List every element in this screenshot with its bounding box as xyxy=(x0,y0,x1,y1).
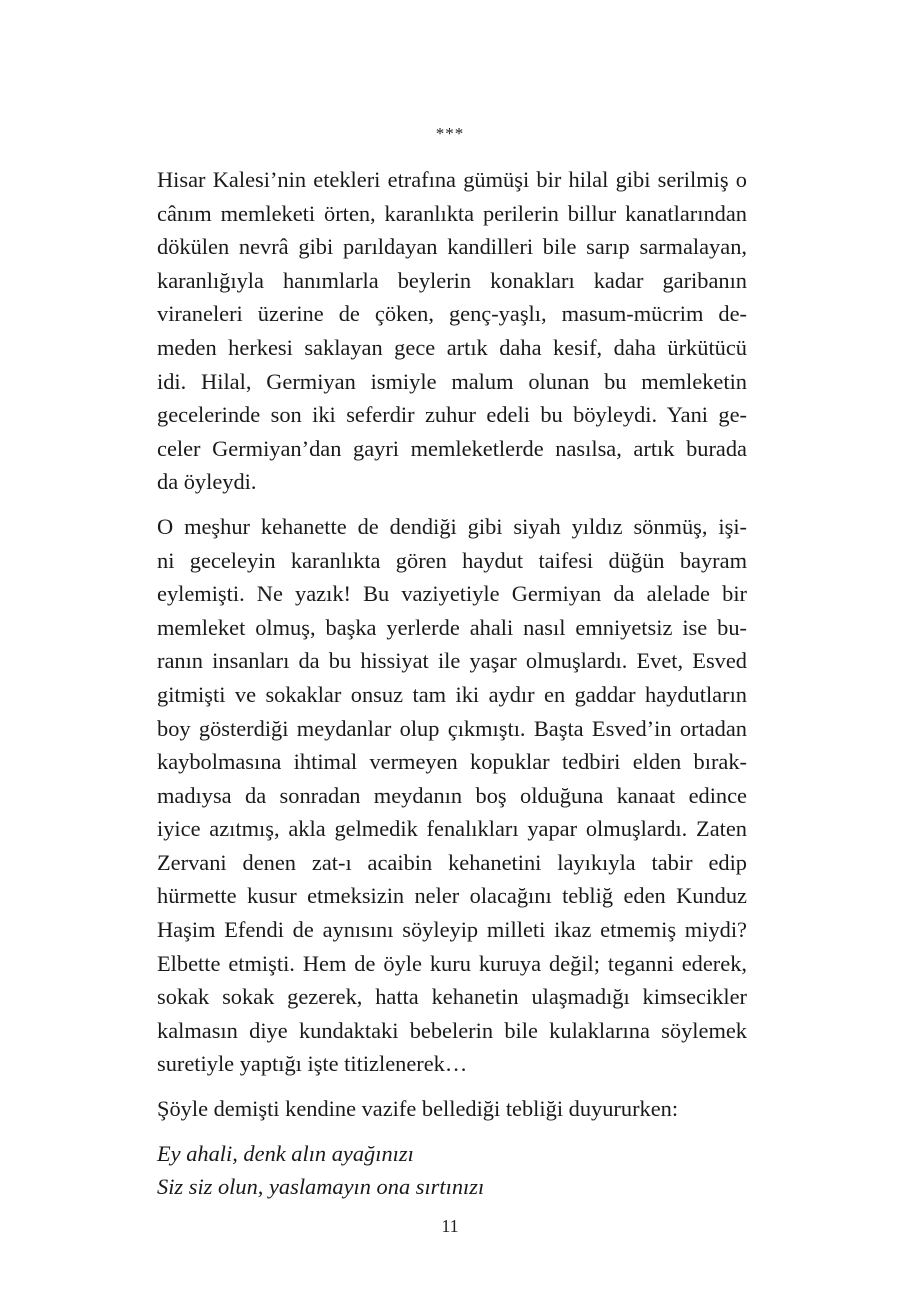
text-line: O meşhur kehanette de dendiği gibi siyah yıldız sönmüş, işi- xyxy=(157,513,747,539)
text-line: Şöyle demişti kendine vazife bellediği tebliği duyururken: xyxy=(157,1096,679,1122)
text-line: hürmette kusur etmeksizin neler olacağını tebliğ eden Kunduz xyxy=(157,883,747,909)
text-line: iyice azıtmış, akla gelmedik fenalıkları yapar olmuşlardı. Zaten xyxy=(157,816,747,842)
verse-block xyxy=(157,1137,747,1204)
text-line: Zervani denen zat-ı acaibin kehanetini layıkıyla tabir edip xyxy=(157,849,747,875)
text-line: viraneleri üzerine de çöken, genç-yaşlı, masum-mücrim de- xyxy=(157,301,747,327)
page-number: 11 xyxy=(441,1216,459,1236)
verse-line: Siz siz olun, yaslamayın ona sırtınızı xyxy=(157,1174,485,1200)
text-line: karanlığıyla hanımlarla beylerin konakları kadar garibanın xyxy=(157,267,747,293)
verse-line: Ey ahali, denk alın ayağınızı xyxy=(157,1140,414,1166)
text-line: ranın insanları da bu hissiyat ile yaşar olmuşlardı. Evet, Esved xyxy=(157,648,747,674)
text-line: sokak sokak gezerek, hatta kehanetin ulaşmadığı kimsecikler xyxy=(157,984,747,1010)
body-text xyxy=(157,163,747,1204)
paragraph xyxy=(157,163,747,499)
text-line: ni geceleyin karanlıkta gören haydut taifesi düğün bayram xyxy=(157,547,747,573)
text-line: idi. Hilal, Germiyan ismiyle malum olunan bu memleketin xyxy=(157,368,747,394)
text-line: gitmişti ve sokaklar onsuz tam iki aydır en gaddar haydutların xyxy=(157,681,747,707)
text-line: memleket olmuş, başka yerlerde ahali nasıl emniyetsiz ise bu- xyxy=(157,614,747,640)
paragraph xyxy=(157,1092,747,1126)
text-line: madıysa da sonradan meydanın boş olduğuna kanaat edince xyxy=(157,782,747,808)
text-line: Hisar Kalesi’nin etekleri etrafına gümüşi bir hilal gibi serilmiş o xyxy=(157,167,747,192)
text-line: cânım memleketi örten, karanlıkta perilerin billur kanatlarından xyxy=(157,200,747,226)
paragraph xyxy=(157,510,747,1081)
text-line: Haşim Efendi de aynısını söyleyip milleti ikaz etmemiş miydi? xyxy=(157,917,747,943)
text-line: Elbette etmişti. Hem de öyle kuru kuruya değil; teganni ederek, xyxy=(157,950,747,976)
text-line: kaybolmasına ihtimal vermeyen kopuklar tedbiri elden bırak- xyxy=(157,749,747,775)
text-line: celer Germiyan’dan gayri memleketlerde nasılsa, artık burada xyxy=(157,435,747,461)
text-line: boy gösterdiği meydanlar olup çıkmıştı. Başta Esved’in ortadan xyxy=(157,715,747,741)
text-line: eylemişti. Ne yazık! Bu vaziyetiyle Germiyan da alelade bir xyxy=(157,581,747,607)
text-line: meden herkesi saklayan gece artık daha kesif, daha ürkütücü xyxy=(157,334,747,360)
text-line: suretiyle yaptığı işte titizlenerek… xyxy=(157,1051,468,1077)
text-line: da öyleydi. xyxy=(157,469,257,495)
text-line: dökülen nevrâ gibi parıldayan kandilleri bile sarıp sarmalayan, xyxy=(157,234,747,260)
text-line: gecelerinde son iki seferdir zuhur edeli bu böyleydi. Yani ge- xyxy=(157,402,747,428)
section-separator: *** xyxy=(435,124,465,143)
text-line: kalmasın diye kundaktaki bebelerin bile kulaklarına söylemek xyxy=(157,1017,747,1043)
